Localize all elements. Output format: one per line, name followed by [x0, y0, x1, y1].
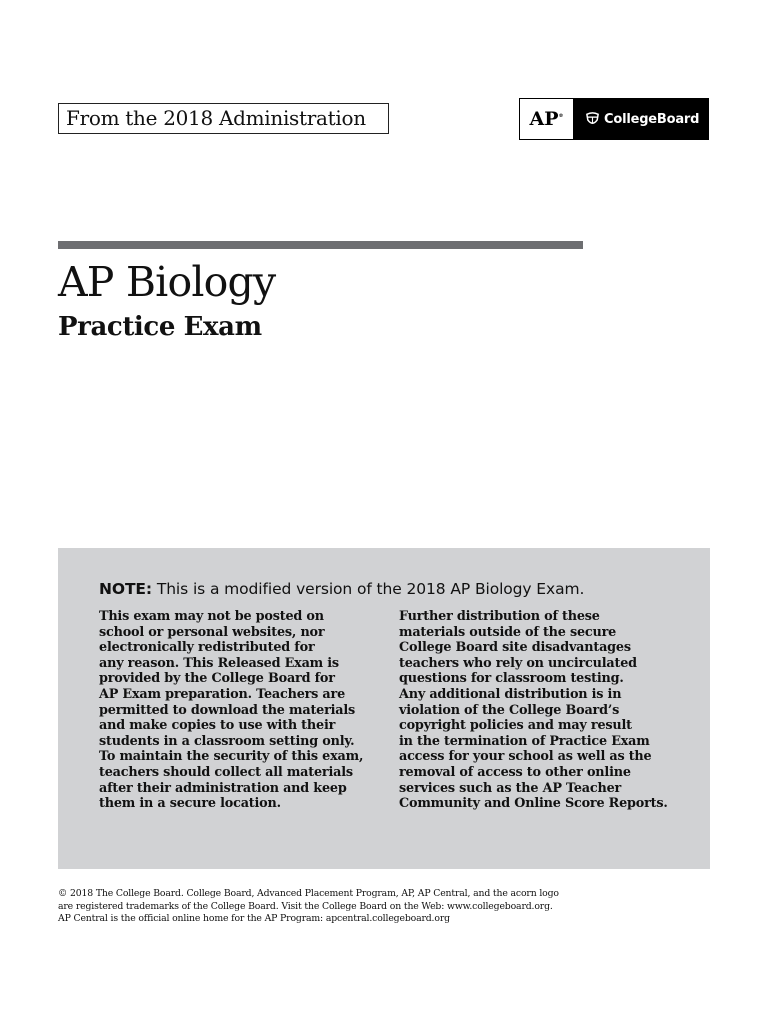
- note-line: removal of access to other online: [399, 764, 631, 780]
- note-line: This exam may not be posted on: [99, 609, 324, 624]
- note-line: Any additional distribution is in: [399, 686, 622, 702]
- page-subtitle: Practice Exam: [58, 312, 262, 342]
- footer-line: are registered trademarks of the College Board. Visit the College Board on the Web: www.collegeboard.org.: [58, 900, 553, 912]
- acorn-icon: [585, 111, 600, 127]
- note-line: Further distribution of these: [399, 609, 600, 624]
- registered-mark: ®: [558, 113, 564, 119]
- page-title: AP Biology: [58, 258, 276, 306]
- ap-logo-mark: [520, 99, 573, 139]
- note-line: violation of the College Board’s: [399, 702, 620, 718]
- note-line: access for your school as well as the: [399, 749, 652, 765]
- ap-logo-text: AP: [529, 108, 559, 130]
- note-line: school or personal websites, nor: [99, 624, 325, 640]
- note-label: NOTE:: [99, 580, 153, 598]
- administration-label: From the 2018 Administration: [58, 103, 389, 134]
- note-line: To maintain the security of this exam,: [99, 749, 364, 765]
- copyright-footer: [58, 888, 559, 926]
- note-line: students in a classroom setting only.: [99, 733, 355, 749]
- note-line: and make copies to use with their: [99, 718, 336, 734]
- note-line: any reason. This Released Exam is: [99, 655, 339, 671]
- note-line: in the termination of Practice Exam: [399, 733, 650, 749]
- note-line: electronically redistributed for: [99, 640, 315, 656]
- note-line: copyright policies and may result: [399, 718, 632, 734]
- note-line: materials outside of the secure: [399, 624, 617, 640]
- footer-line: © 2018 The College Board. College Board, Advanced Placement Program, AP, AP Central, and the acorn logo: [58, 888, 559, 899]
- note-line: questions for classroom testing.: [399, 671, 624, 687]
- note-line: after their administration and keep: [99, 780, 347, 796]
- note-line: teachers who rely on uncirculated: [399, 655, 637, 671]
- note-line: provided by the College Board for: [99, 671, 335, 687]
- collegeboard-logo-text: CollegeBoard: [604, 111, 700, 127]
- ap-collegeboard-logo: [519, 98, 709, 140]
- note-headline: [99, 580, 584, 598]
- note-column-right: [399, 609, 668, 812]
- note-column-left: [99, 609, 363, 812]
- note-line: permitted to download the materials: [99, 702, 356, 718]
- note-line: services such as the AP Teacher: [399, 780, 622, 796]
- note-line: College Board site disadvantages: [399, 640, 631, 656]
- note-box: [58, 548, 710, 869]
- note-line: them in a secure location.: [99, 796, 281, 812]
- footer-line: AP Central is the official online home for the AP Program: apcentral.collegeboard.org: [58, 913, 450, 924]
- collegeboard-logo-mark: [573, 99, 708, 139]
- title-rule: [58, 241, 583, 249]
- note-headline-text: This is a modified version of the 2018 AP Biology Exam.: [152, 580, 585, 598]
- note-line: AP Exam preparation. Teachers are: [99, 686, 346, 702]
- note-line: Community and Online Score Reports.: [399, 796, 668, 812]
- note-line: teachers should collect all materials: [99, 764, 353, 780]
